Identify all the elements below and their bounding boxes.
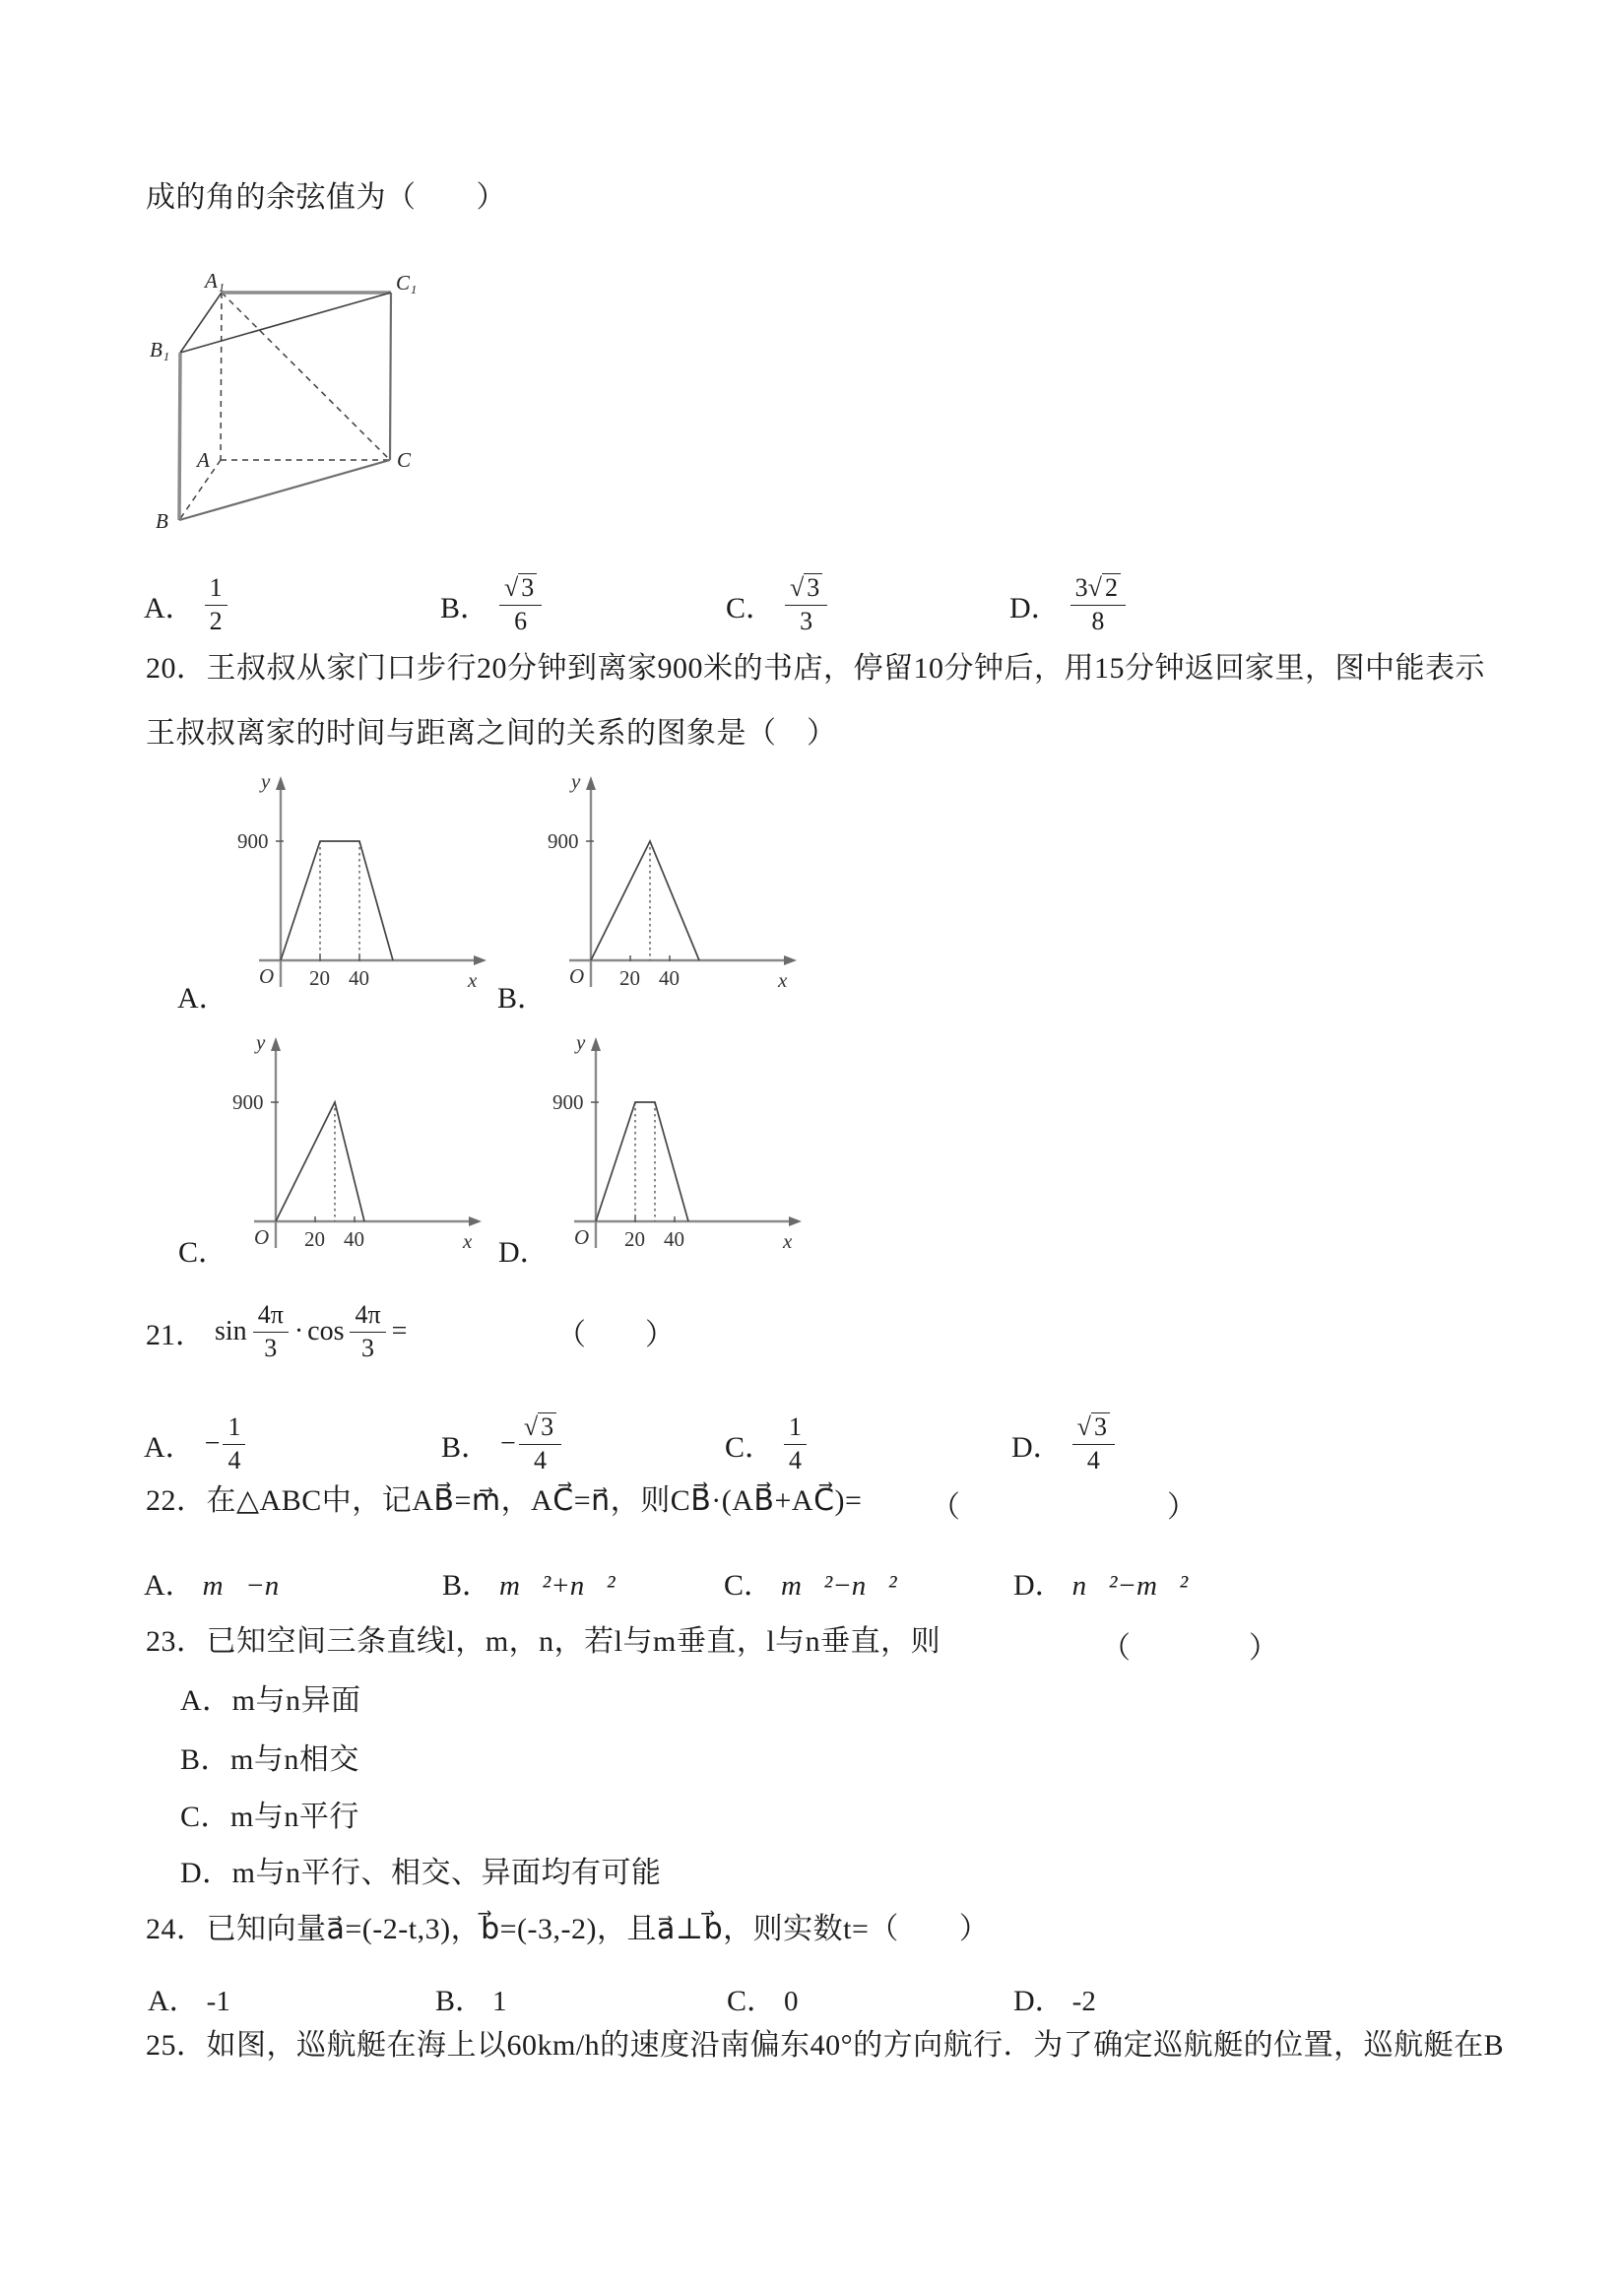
fraction — [784, 1413, 807, 1475]
option-label: C． — [725, 1431, 775, 1464]
option-label: D． — [1013, 1985, 1065, 2017]
q22-option-c — [724, 1560, 897, 1604]
q22-answer-paren: （ ） — [931, 1491, 1197, 1524]
option-expression: 0 — [784, 1986, 799, 2017]
radical-coefficient: 3 — [1074, 573, 1088, 603]
fraction-numerator — [1070, 573, 1126, 606]
prism-edge-b1c1 — [180, 293, 391, 353]
fraction-numerator: 4π — [350, 1301, 385, 1333]
q22-option-b — [442, 1560, 616, 1604]
radical-sign: √ — [523, 1412, 539, 1442]
radical-sign: √ — [1087, 573, 1102, 603]
prism-edge-c1c — [390, 293, 391, 460]
fraction-denominator: 4 — [789, 1445, 803, 1475]
q20-graph-c-letter: C． — [178, 1236, 228, 1269]
cos-label: cos — [307, 1316, 345, 1346]
q23-answer-paren: （ ） — [1101, 1632, 1278, 1665]
option-label: C． — [727, 1985, 777, 2017]
x-axis-arrow — [469, 1216, 482, 1226]
x-value-20: 20 — [619, 966, 640, 990]
q20-text-line1: 20．王叔叔从家门口步行20分钟到离家900米的书店，停留10分钟后，用15分钟返回家里，图中能表示 — [146, 652, 1485, 685]
x-value-40: 40 — [659, 966, 680, 990]
q25-text: 25．如图，巡航艇在海上以60km/h的速度沿南偏东40°的方向航行．为了确定巡航艇的位置，巡航艇在B — [146, 2029, 1505, 2062]
fraction-numerator — [1072, 1412, 1115, 1445]
q19-option-a — [144, 563, 227, 646]
y-axis-label: y — [571, 769, 581, 793]
q21-option-a — [144, 1403, 245, 1485]
x-axis-label: x — [463, 1229, 473, 1253]
prism-label-b1: B₁ — [150, 338, 170, 361]
y-value-900: 900 — [552, 1090, 584, 1114]
q21-answer-paren: （ ） — [556, 1319, 675, 1351]
radicand: 3 — [804, 573, 822, 603]
fraction — [785, 573, 827, 635]
radical-sign: √ — [504, 573, 519, 603]
fraction — [1072, 1412, 1115, 1475]
prism-label-b: B — [156, 509, 168, 533]
fraction-numerator: 4π — [253, 1301, 289, 1333]
y-axis-label: y — [576, 1030, 586, 1054]
q23-text: 23．已知空间三条直线l，m，n，若l与m垂直，l与n垂直，则 — [146, 1625, 941, 1658]
q23-option-c: C．m与n平行 — [180, 1801, 359, 1833]
fraction-denominator: 3 — [800, 607, 813, 635]
option-label: A． — [144, 1569, 195, 1602]
option-expression: 1 — [492, 1986, 507, 2017]
q24-text: 24．已知向量a⃗=(-2-t,3)，b⃗=(-3,-2)，且a⃗⊥b⃗，则实数t=（ ） — [146, 1913, 990, 1945]
radicand: 3 — [1091, 1412, 1110, 1442]
fraction-denominator: 4 — [227, 1445, 241, 1475]
q21-number: 21． — [146, 1319, 205, 1351]
fraction-denominator: 3 — [264, 1333, 278, 1362]
prism-edge-b1b — [179, 353, 180, 520]
option-label: C． — [724, 1569, 774, 1602]
fraction-denominator: 8 — [1091, 607, 1105, 635]
q22-text: 22．在△ABC中，记AB⃗=m⃗，AC⃗=n⃗，则CB⃗·(AB⃗+AC⃗)= — [146, 1484, 863, 1517]
option-label: A． — [148, 1985, 199, 2017]
q24-option-d — [1013, 1976, 1096, 2019]
option-label: B． — [435, 1985, 486, 2017]
option-expression: m⃗²−n⃗² — [781, 1570, 897, 1602]
fraction — [499, 573, 542, 635]
prism-figure — [148, 258, 453, 554]
prism-label-a: A — [197, 448, 210, 472]
option-label: B． — [440, 592, 490, 624]
fraction-denominator: 4 — [1086, 1446, 1100, 1475]
fraction-denominator: 2 — [209, 606, 223, 635]
x-axis-label: x — [783, 1229, 793, 1253]
y-axis-arrow — [271, 1037, 281, 1051]
fraction-numerator: 1 — [205, 574, 227, 606]
option-label: B． — [442, 1569, 492, 1602]
option-label: D． — [1013, 1569, 1065, 1602]
q20-graph-b-letter: B． — [497, 982, 548, 1015]
x-value-20: 20 — [624, 1227, 645, 1251]
fraction — [253, 1301, 289, 1362]
option-label: D． — [1011, 1431, 1063, 1464]
q20-graph-c — [225, 1029, 490, 1276]
q19-option-d — [1009, 563, 1126, 646]
distance-time-curve — [591, 841, 699, 960]
x-axis-arrow — [789, 1216, 802, 1226]
x-axis-arrow — [784, 955, 797, 965]
x-axis-label: x — [468, 968, 478, 992]
origin-label: O — [569, 964, 585, 988]
q20-graph-b — [540, 768, 806, 1015]
y-axis-arrow — [586, 776, 596, 790]
prism-edge-a1a — [221, 293, 222, 460]
q22-option-d — [1013, 1560, 1188, 1604]
q19-option-c — [726, 563, 827, 646]
option-expression: m⃗²+n⃗² — [499, 1570, 616, 1602]
y-axis-arrow — [591, 1037, 601, 1051]
x-axis-arrow — [474, 955, 486, 965]
option-expression: n⃗²−m⃗² — [1071, 1570, 1189, 1602]
prism-edge-a1c — [222, 293, 390, 460]
option-label: A． — [144, 1431, 195, 1464]
fraction-numerator — [785, 573, 827, 606]
equals-sign: = — [391, 1316, 408, 1346]
option-expression: -2 — [1071, 1986, 1096, 2017]
sin-label: sin — [215, 1316, 247, 1346]
fraction-numerator — [499, 573, 542, 606]
q21-formula — [146, 1292, 409, 1371]
q20-graph-a — [229, 768, 495, 1015]
fraction-denominator: 3 — [361, 1333, 375, 1362]
minus-sign: − — [500, 1428, 516, 1459]
origin-label: O — [259, 964, 275, 988]
prism-edge-bc — [179, 460, 390, 520]
x-value-40: 40 — [344, 1227, 364, 1251]
radicand: 2 — [1102, 573, 1121, 603]
q21-option-d — [1011, 1403, 1115, 1485]
fraction-numerator: 1 — [784, 1413, 807, 1445]
x-axis-label: x — [778, 968, 788, 992]
x-value-20: 20 — [309, 966, 330, 990]
option-label: D． — [1009, 592, 1061, 624]
minus-sign: − — [204, 1428, 221, 1459]
fraction — [1070, 573, 1126, 635]
dot-operator: · — [293, 1316, 304, 1346]
x-value-20: 20 — [304, 1227, 325, 1251]
y-axis-arrow — [276, 776, 286, 790]
y-axis-label: y — [261, 769, 271, 793]
q23-option-b: B．m与n相交 — [180, 1743, 359, 1776]
fraction-numerator: 1 — [223, 1413, 245, 1445]
q22-option-a — [144, 1560, 301, 1604]
prism-edge-a1b1 — [180, 293, 222, 353]
origin-label: O — [574, 1225, 590, 1249]
option-label: B． — [441, 1431, 491, 1464]
origin-label: O — [254, 1225, 270, 1249]
y-axis-label: y — [256, 1030, 266, 1054]
q20-graph-a-letter: A． — [177, 982, 228, 1015]
y-value-900: 900 — [232, 1090, 264, 1114]
q20-graph-d — [545, 1029, 810, 1276]
fraction-denominator: 6 — [514, 607, 528, 635]
option-expression: m⃗−n⃗ — [202, 1570, 301, 1602]
q21-option-c — [725, 1403, 807, 1485]
fraction-denominator: 4 — [533, 1446, 547, 1475]
q24-option-b — [435, 1976, 507, 2019]
x-value-40: 40 — [349, 966, 369, 990]
q23-option-d: D．m与n平行、相交、异面均有可能 — [180, 1857, 662, 1889]
q23-option-a: A．m与n异面 — [180, 1684, 361, 1717]
radical-sign: √ — [1076, 1412, 1091, 1442]
y-value-900: 900 — [548, 829, 579, 853]
distance-time-curve — [276, 1102, 364, 1221]
q20-graph-d-letter: D． — [498, 1236, 550, 1269]
option-label: C． — [726, 592, 776, 624]
q20-text-line2: 王叔叔离家的时间与距离之间的关系的图象是（ ） — [146, 717, 837, 750]
prism-label-c1: C₁ — [396, 271, 418, 295]
fraction — [223, 1413, 245, 1475]
q19-option-b — [440, 563, 542, 646]
x-value-40: 40 — [664, 1227, 684, 1251]
prism-label-c: C — [397, 448, 412, 472]
option-expression: -1 — [206, 1986, 230, 2017]
prism-label-a1: A₁ — [205, 269, 226, 293]
q21-option-b — [441, 1403, 561, 1485]
q24-option-a — [148, 1976, 230, 2019]
y-value-900: 900 — [237, 829, 269, 853]
q19-tail-text: 成的角的余弦值为（ ） — [146, 181, 506, 214]
option-label: A． — [144, 592, 195, 624]
fraction — [350, 1301, 385, 1362]
radical-sign: √ — [790, 573, 805, 603]
fraction-numerator — [519, 1412, 561, 1445]
distance-time-curve — [596, 1102, 688, 1221]
fraction — [205, 574, 227, 635]
q24-option-c — [727, 1976, 799, 2019]
radicand: 3 — [518, 573, 537, 603]
radicand: 3 — [538, 1412, 556, 1442]
fraction — [519, 1412, 561, 1475]
distance-time-curve — [281, 841, 393, 960]
